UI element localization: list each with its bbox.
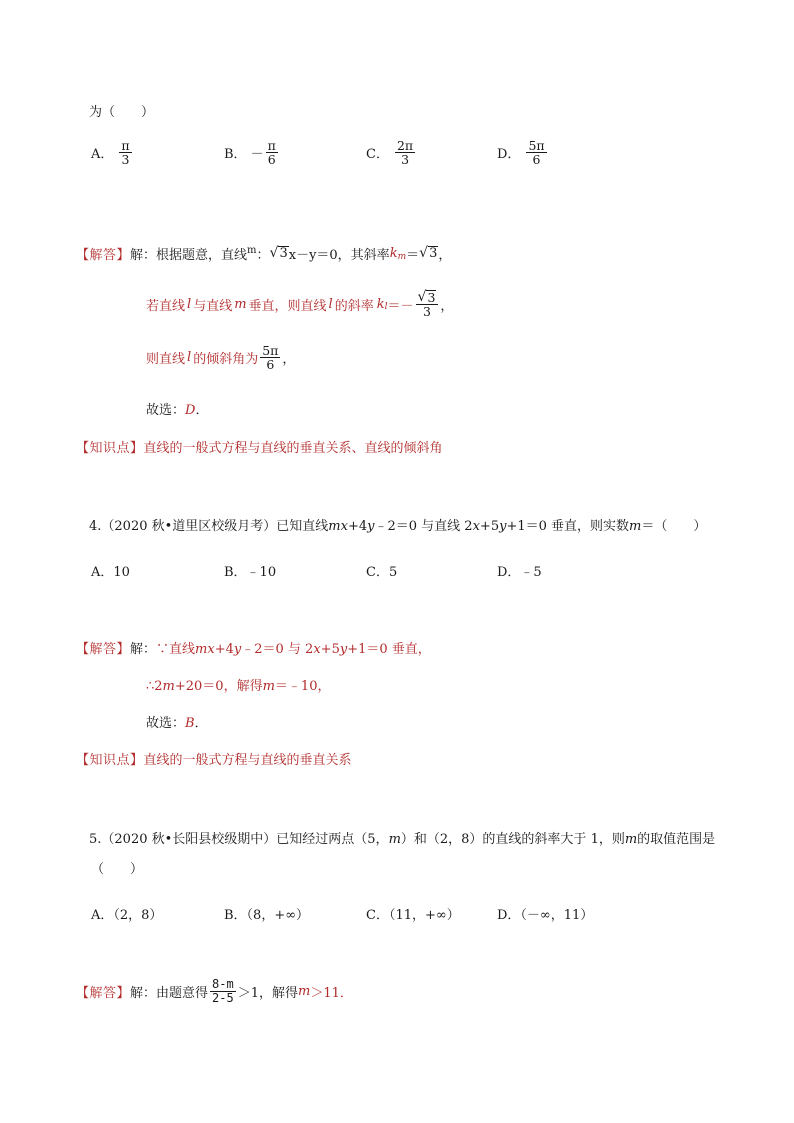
text: ， [440,298,454,314]
solution-tag: 【解答】 [76,642,131,657]
q3-option-b[interactable] [224,139,280,166]
knowledge-tag: 【知识点】 [76,753,144,768]
q5-option-c[interactable]: C．（11，+∞） [366,908,460,923]
q3-solution-line-3 [146,344,295,371]
text: 解：根据题意，直线 [130,248,248,263]
q4-option-a[interactable]: A．10 [91,565,130,580]
text: 若直线 [146,298,186,314]
q3-stem-tail: 为（ ） [89,105,155,120]
text: 解：由题意得 [130,985,209,1001]
text: 垂直，则直线 [248,298,327,314]
option-label: C． [366,147,389,163]
q5-option-a[interactable]: A．（2，8） [91,908,163,923]
q5-option-d[interactable]: D．（－∞，11） [497,908,594,923]
var-l: l [187,296,192,312]
option-label: A． [91,147,114,163]
q4-solution-line-1: 【解答】解：∵直线mx+4y﹣2＝0 与 2x+5y+1＝0 垂直， [76,642,431,657]
option-fraction: $\frac{2\pi}{3}$ [396,138,414,168]
q4-solution-line-2: ∴2m+20＝0，解得m＝﹣10， [146,679,331,694]
q4-option-d[interactable]: D．﹣5 [497,565,542,580]
fraction: √ 3 3 [416,290,439,318]
q4-option-b[interactable]: B．﹣10 [224,565,277,580]
var-l: l [328,296,333,312]
option-fraction: $\frac{5\pi}{6}$ [528,138,545,168]
q3-option-d[interactable] [497,139,549,166]
knowledge-text: 直线的一般式方程与直线的垂直关系、直线的倾斜角 [143,441,443,456]
text: 与直线 [193,298,233,314]
solution-tag: 【解答】 [76,248,131,263]
q5-stem: 5.（2020 秋•长阳县校级期中）已知经过两点（5，m）和（2，8）的直线的斜率大于 1，则m的取值范围是 [89,832,716,847]
q5-stem-tail: （ ） [91,862,144,877]
answer: D [185,403,196,418]
text: ＞1，解得 [237,985,298,1001]
q4-knowledge-point [76,749,352,768]
q5-option-b[interactable]: B．（8，+∞） [224,908,310,923]
option-fraction: $\frac{\pi}{6}$ [267,138,276,168]
text: 故选： [146,403,186,418]
sqrt-expr: √ 3 [269,245,288,262]
solution-tag: 【解答】 [76,985,131,1001]
q4-solution-line-3: 故选：B． [146,716,208,731]
var-k: k [376,296,385,312]
var-l: l [187,350,192,366]
q5-solution-line-1 [76,978,353,1004]
text: 的倾斜角为 [193,352,259,368]
q4-option-c[interactable]: C．5 [366,565,398,580]
q3-knowledge-point [76,437,443,456]
knowledge-tag: 【知识点】 [76,441,144,456]
text: ， [438,248,452,263]
q4-stem: 4.（2020 秋•道里区校级月考）已知直线mx+4y﹣2＝0 与直线 2x+5y+1＝0 垂直，则实数m＝（ ） [89,519,707,534]
q3-solution-line-4 [146,399,208,418]
q3-option-a[interactable] [91,139,134,166]
text: ． [195,403,209,418]
q3-solution-line-1 [76,244,451,263]
var-m: m [234,296,247,312]
subscript: l [384,302,388,313]
option-label: D． [497,147,521,163]
text: ： [256,248,270,263]
var-m: m [298,983,311,999]
option-fraction: $\frac{\pi}{3}$ [121,138,130,168]
fraction: $\frac{8-m}{2-5}$ [212,977,234,1005]
option-prefix: － [250,147,264,163]
answer: B [185,716,195,731]
q3-solution-line-2 [146,290,453,318]
option-label: B． [224,147,247,163]
text: ＞11． [310,985,353,1001]
text: ， [282,352,296,368]
text: x－y＝0，其斜率 [288,248,390,263]
fraction: $\frac{5\pi}{6}$ [262,343,279,373]
subscript: m [397,251,407,262]
var-m: m [247,245,257,256]
knowledge-text: 直线的一般式方程与直线的垂直关系 [143,753,352,768]
q3-option-c[interactable] [366,139,417,166]
sqrt-expr: √ 3 [419,245,438,262]
text: ＝－ [387,298,414,314]
text: ＝ [406,248,420,263]
text: 则直线 [146,352,186,368]
var-k: k [389,246,398,261]
text: 的斜率 [334,298,374,314]
